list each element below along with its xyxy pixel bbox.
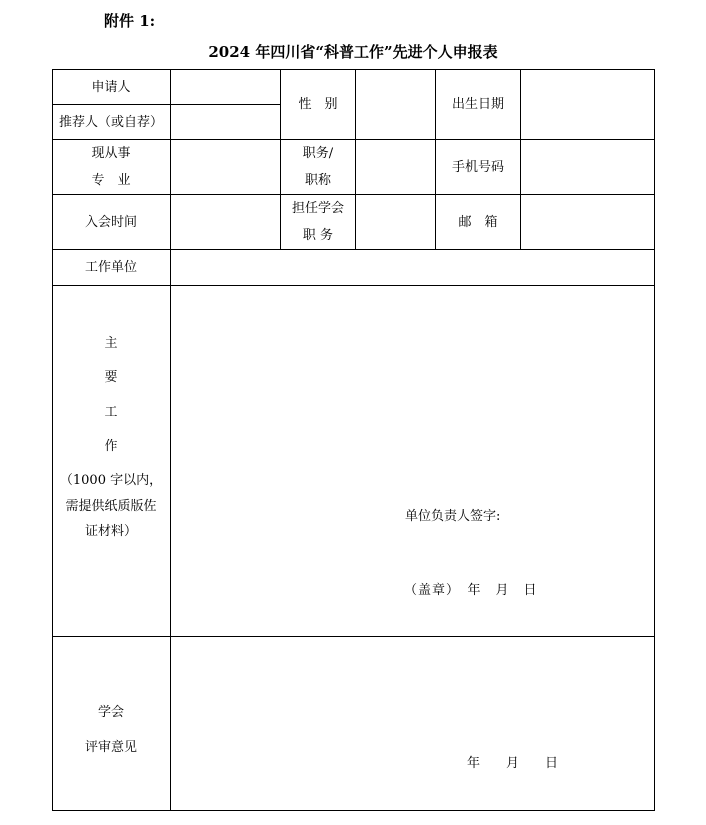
main-work-char-1: 主 [104,336,118,351]
main-work-char-2: 要 [104,370,118,385]
society-role-label [281,195,355,249]
current-major-value-field[interactable] [171,140,280,194]
email-label-text: 邮 箱 [458,214,498,230]
email-value-field[interactable] [521,195,654,249]
join-time-label [52,195,170,249]
society-review-label-line1: 学会 [97,705,124,720]
gender-value-field[interactable] [356,70,435,139]
birth-date-value-field[interactable] [521,70,654,139]
main-work-note-line3: 证材料） [84,524,137,539]
join-time-value-field[interactable] [171,195,280,249]
birth-date-label-text: 出生日期 [451,97,504,112]
work-unit-label-text: 工作单位 [84,260,137,275]
society-review-label [52,637,170,810]
join-time-label-text: 入会时间 [84,214,137,230]
recommender-label-text: 推荐人（或自荐） [58,114,163,130]
mobile-label-text: 手机号码 [451,159,504,175]
society-role-label-line2: 职 务 [302,228,334,243]
main-work-note-line2: 需提供纸质版佐 [65,499,157,514]
applicant-label [52,70,170,104]
position-title-label [281,140,355,194]
attachment-label: 附件 1: [104,12,156,30]
applicant-value-field[interactable] [171,70,280,104]
society-role-label-line1: 担任学会 [291,201,344,216]
gender-label-text: 性 别 [298,97,338,112]
mobile-label [436,140,520,194]
recommender-label [52,105,170,139]
gender-label [281,70,355,139]
current-major-label-line2: 专 业 [91,173,131,188]
seal-date-line: （盖章） 年 月 日 [404,583,538,598]
applicant-label-text: 申请人 [91,79,131,95]
position-title-value-field[interactable] [356,140,435,194]
unit-leader-signature: 单位负责人签字: [405,509,501,524]
main-work-char-4: 作 [104,439,118,454]
work-unit-value-field[interactable] [171,250,654,285]
society-review-label-line2: 评审意见 [84,740,137,755]
table-border-right [654,69,655,811]
current-major-label [52,140,170,194]
form-title: 2024 年四川省“科普工作”先进个人申报表 [208,43,498,61]
position-title-label-line1: 职务/ [302,146,334,161]
main-work-note-line1: （1000 字以内， [59,473,163,488]
email-label [436,195,520,249]
birth-date-label [436,70,520,139]
main-work-label [52,286,170,636]
mobile-value-field[interactable] [521,140,654,194]
current-major-label-line1: 现从事 [91,146,131,161]
table-border-bottom [52,810,655,811]
work-unit-label [52,250,170,285]
main-work-char-3: 工 [104,405,118,420]
recommender-value-field[interactable] [171,105,280,139]
review-date-line: 年 月 日 [467,756,559,771]
society-role-value-field[interactable] [356,195,435,249]
position-title-label-line2: 职称 [304,173,331,188]
society-review-content-area[interactable] [171,637,654,810]
